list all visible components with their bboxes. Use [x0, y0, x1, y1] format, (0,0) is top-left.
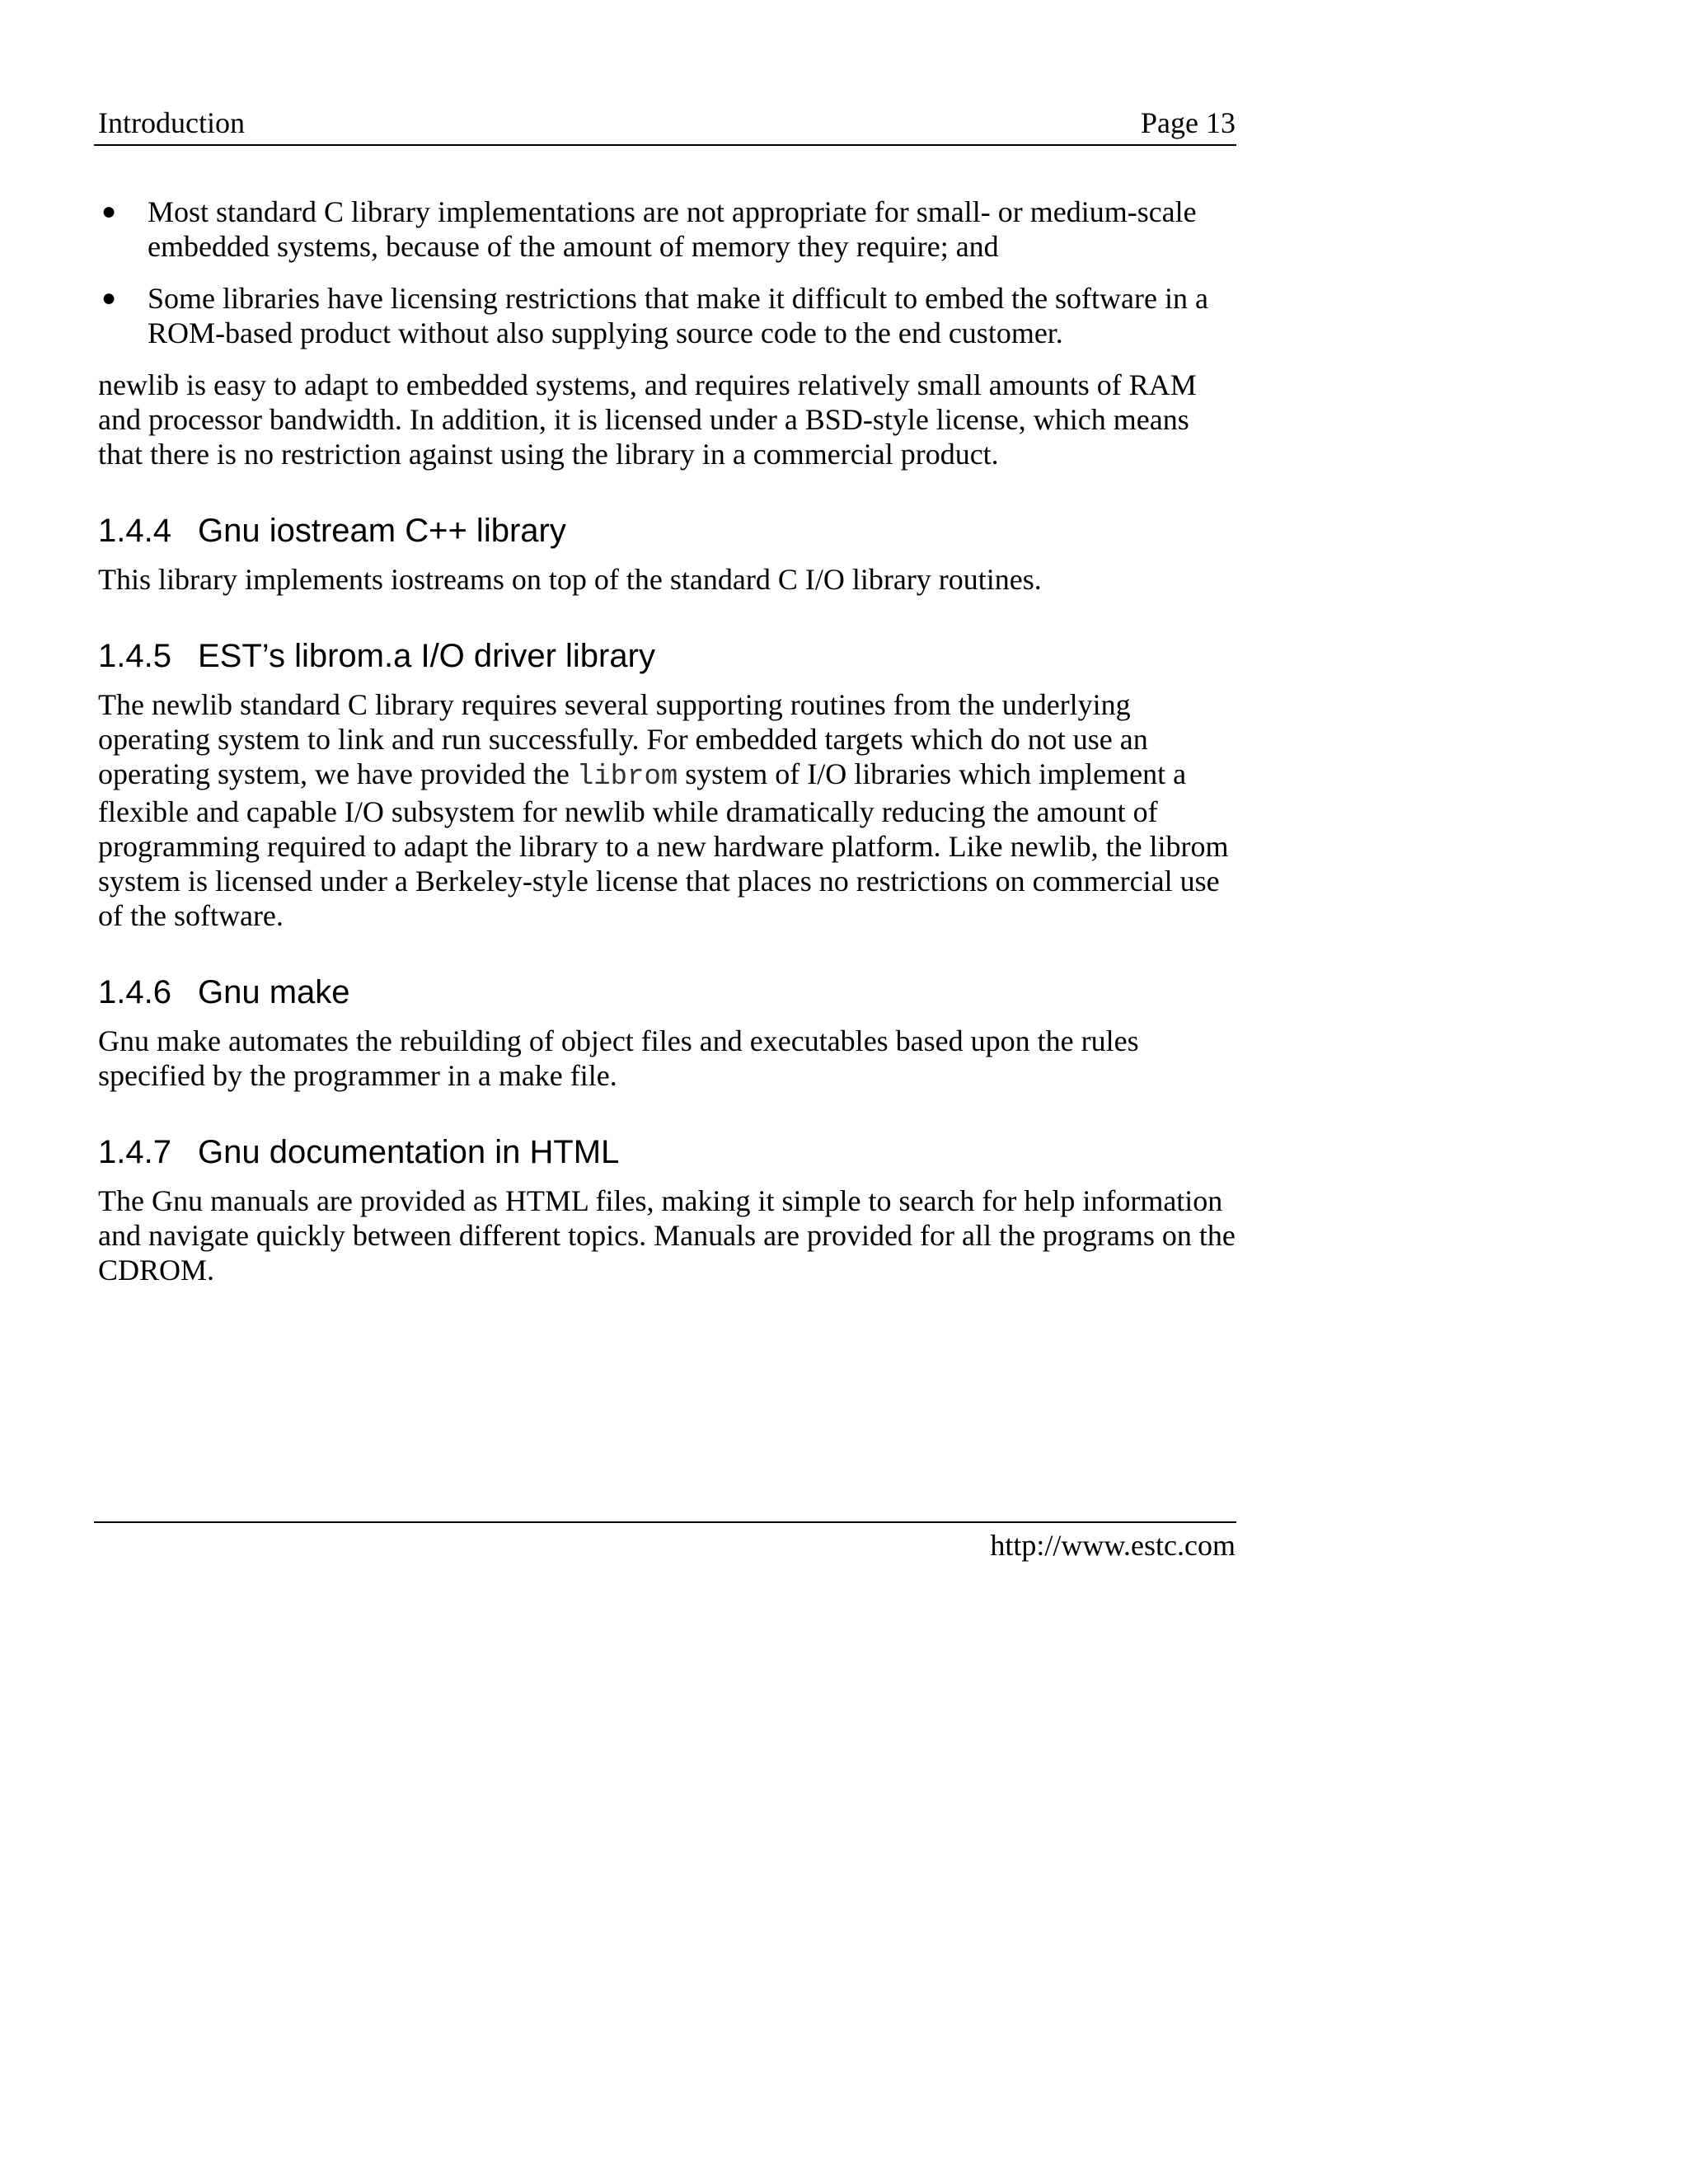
bullet-text: Some libraries have licensing restrictions that make it difficult to embed the software in a ROM-based product without also supplying source code to the end customer. [148, 282, 1208, 349]
section-number: 1.4.7 [98, 1134, 171, 1170]
section-body: This library implements iostreams on top of the standard C I/O library routines. [98, 563, 1042, 596]
intro-paragraph: newlib is easy to adapt to embedded systems, and requires relatively small amounts of RAM and processor bandwidth. In addition, it is licensed under a BSD-style license, which means that there is no restriction against using the library in a commercial product. [98, 368, 1197, 471]
running-header-page-number: Page 13 [1141, 106, 1236, 139]
section-number: 1.4.6 [98, 974, 171, 1010]
footer-rule [94, 1521, 1236, 1523]
section-title: Gnu iostream C++ library [198, 513, 566, 549]
bullet-icon: ● [101, 284, 117, 312]
section-body: The Gnu manuals are provided as HTML files, making it simple to search for help information and navigate quickly between different topics. Manuals are provided for all the programs on the CDROM. [98, 1184, 1236, 1286]
section-heading-1-4-6 [98, 972, 1240, 1012]
section-body: Gnu make automates the rebuilding of object files and executables based upon the rules specified by the programmer in a make file. [98, 1024, 1139, 1092]
page-content [98, 194, 1240, 1287]
section-body [98, 687, 1240, 933]
section-heading-1-4-7 [98, 1132, 1240, 1172]
section-number: 1.4.4 [98, 513, 171, 549]
running-header-title: Introduction [98, 106, 245, 139]
section-number: 1.4.5 [98, 638, 171, 674]
bullet-icon: ● [101, 198, 117, 225]
section-heading-1-4-4 [98, 511, 1240, 551]
body-text: The newlib standard C library requires several supporting routines from the underlying operating system to link and run successfully. For embedded targets which do not use an operating system, we have provided the [98, 688, 1148, 790]
body-text: system of I/O libraries which implement a flexible and capable I/O subsystem for newlib while dramatically reducing the amount of programming required to adapt the library to a new hardware platform. Like newlib, the librom system is licensed under a Berkeley-style license that places no restrictions on commercial use of the software. [98, 757, 1229, 932]
bullet-list [98, 194, 1240, 350]
section-title: Gnu documentation in HTML [198, 1134, 620, 1170]
list-item [98, 281, 1240, 350]
section-title: EST’s librom.a I/O driver library [198, 638, 655, 674]
list-item [98, 194, 1240, 264]
bullet-text: Most standard C library implementations are not appropriate for small- or medium-scale embedded systems, because of the amount of memory they require; and [148, 195, 1197, 263]
section-title: Gnu make [198, 974, 350, 1010]
section-heading-1-4-5 [98, 636, 1240, 676]
header-rule [94, 144, 1236, 146]
inline-code: librom [576, 762, 678, 793]
footer-url: http://www.estc.com [990, 1529, 1236, 1562]
